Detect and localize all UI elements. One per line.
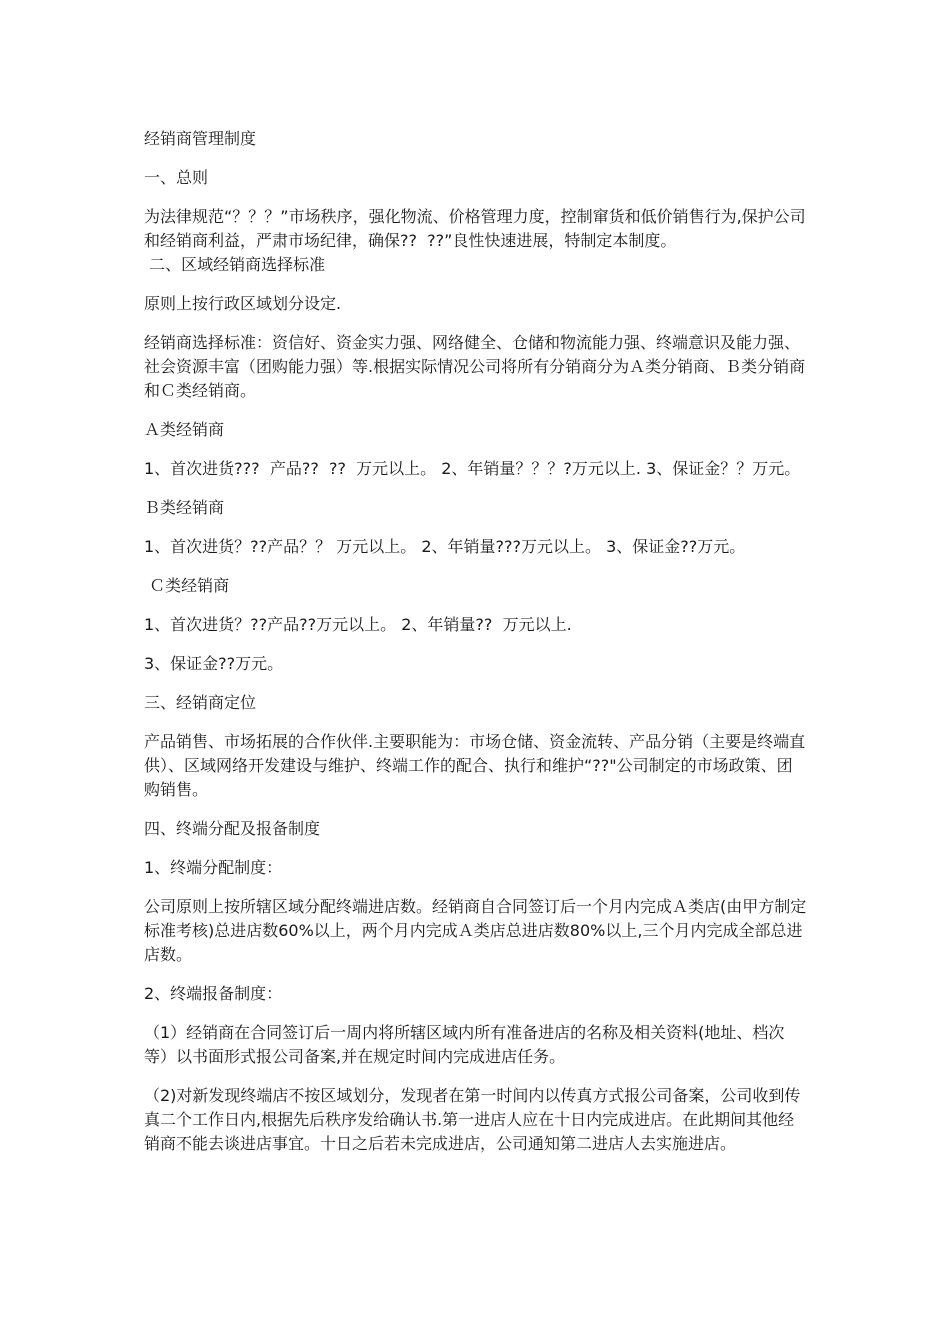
class-b-heading: Ｂ类经销商 (144, 498, 225, 517)
positioning-paragraph: 产品销售、市场拓展的合作伙伴.主要职能为：市场仓储、资金流转、产品分销（主要是终端直供）、区域网络开发建设与维护、终端工作的配合、执行和维护“??"公司制定的市场政策、团购销售。 (144, 732, 806, 799)
terminal-allocation-heading: 1、终端分配制度： (144, 858, 283, 877)
section-heading-positioning: 三、经销商定位 (144, 693, 257, 712)
document-page (144, 127, 808, 1171)
class-b-requirements: 1、首次进货？??产品？？ 万元以上。 2、年销量???万元以上。 3、保证金??万元。 (144, 537, 746, 556)
section-heading-selection: 二、区域经销商选择标准 (144, 255, 326, 274)
section-heading-terminal: 四、终端分配及报备制度 (144, 819, 321, 838)
class-c-deposit: 3、保证金??万元。 (144, 654, 284, 673)
terminal-filing-heading: 2、终端报备制度： (144, 984, 283, 1003)
document-title: 经销商管理制度 (144, 129, 257, 148)
class-a-requirements: 1、首次进货??? 产品?? ?? 万元以上。 2、年销量？？？?万元以上. 3、保证金？？万元。 (144, 459, 801, 478)
class-a-heading: Ａ类经销商 (144, 420, 225, 439)
general-paragraph: 为法律规范“？？？”市场秩序，强化物流、价格管理力度，控制窜货和低价销售行为,保护公司和经销商利益，严肃市场纪律，确保?? ??”良性快速进展，特制定本制度。 (144, 207, 806, 250)
terminal-filing-item-1: （1）经销商在合同签订后一周内将所辖区域内所有准备进店的名称及相关资料(地址、档次等）以书面形式报公司备案,并在规定时间内完成进店任务。 (144, 1023, 785, 1066)
selection-principle: 原则上按行政区域划分设定. (144, 294, 342, 313)
terminal-filing-item-2: （2)对新发现终端店不按区域划分，发现者在第一时间内以传真方式报公司备案，公司收到传真二个工作日内,根据先后秩序发给确认书.第一进店人应在十日内完成进店。在此期间其他经销商不能去谈进店事宜。十日之后若未完成进店，公司通知第二进店人去实施进店。 (144, 1086, 801, 1153)
terminal-allocation-paragraph: 公司原则上按所辖区域分配终端进店数。经销商自合同签订后一个月内完成Ａ类店(由甲方制定标准考核)总进店数60%以上，两个月内完成Ａ类店总进店数80%以上,三个月内完成全部总进店数。 (144, 897, 807, 964)
class-c-requirements: 1、首次进货？??产品??万元以上。 2、年销量?? 万元以上. (144, 615, 572, 634)
selection-criteria: 经销商选择标准：资信好、资金实力强、网络健全、仓储和物流能力强、终端意识及能力强、社会资源丰富（团购能力强）等.根据实际情况公司将所有分销商分为Ａ类分销商、Ｂ类分销商和Ｃ类经销商。 (144, 333, 806, 400)
section-heading-general: 一、总则 (144, 168, 209, 187)
class-c-heading: Ｃ类经销商 (144, 576, 230, 595)
